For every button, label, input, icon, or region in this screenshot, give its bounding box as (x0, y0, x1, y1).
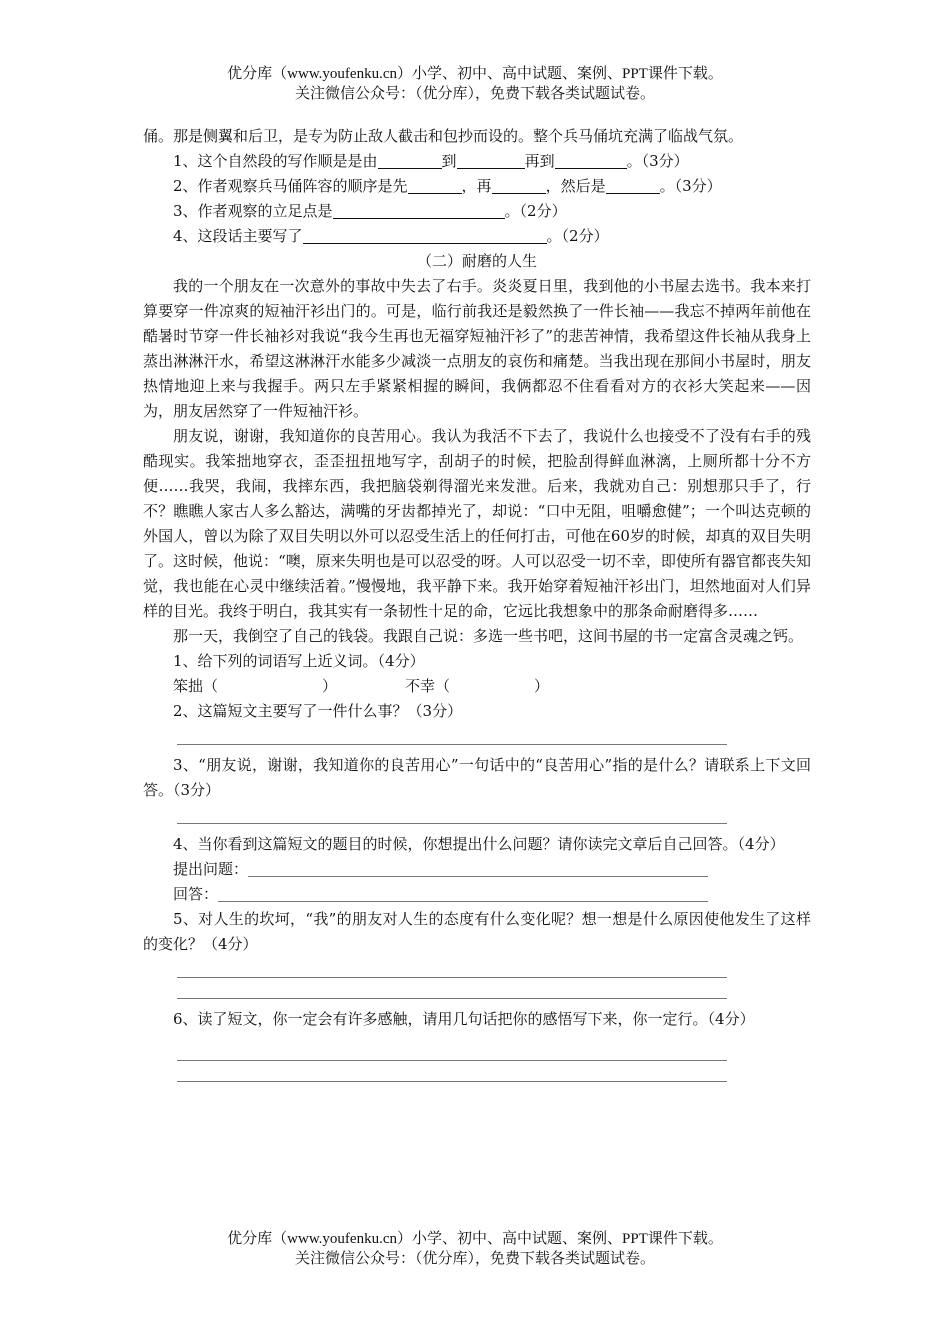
answer-line[interactable] (177, 803, 727, 824)
q1-text-d: 。（3分） (626, 152, 689, 170)
header-line-2: 关注微信公众号：（优分库），免费下载各类试题试卷。 (294, 86, 655, 102)
part1-question-2 (143, 174, 811, 199)
q3-text-a: 3、作者观察的立足点是 (173, 202, 333, 220)
synonym-close-2: ） (534, 677, 550, 695)
part1-question-3 (143, 199, 811, 224)
q4-text-a: 4、这段话主要写了 (173, 227, 303, 245)
part2-question-3: 3、“朋友说，谢谢，我知道你的良苦用心”一句话中的“良苦用心”指的是什么？请联系上下文回答。（3分） (143, 756, 811, 799)
synonym-word-1: 笨拙（ (173, 677, 219, 695)
answer-line[interactable] (177, 978, 727, 999)
passage-paragraph-2: 朋友说，谢谢，我知道你的良苦用心。我认为我活不下去了，我说什么也接受不了没有右手的残酷现实。我笨拙地穿衣，歪歪扭扭地写字，刮胡子的时候，把脸刮得鲜血淋漓，上厕所都十分不方便……我哭，我闹，我摔东西，我把脑袋剃得溜光来发泄。后来，我就劝自己：别想那只手了，行不？瞧瞧人家古人多么豁达，满嘴的牙齿都掉光了，却说：“口中无阻，咀嚼愈健”；一个叫达克顿的外国人，曾以为除了双目失明以外可以忍受生活上的任何打击，可他在60岁的时候，却真的双目失明了。这时候，他说：“噢，原来失明也是可以忍受的呀。人可以忍受一切不幸，即使所有器官都丧失知觉，我也能在心灵中继续活着。”慢慢地，我平静下来。我开始穿着短袖汗衫出门，坦然地面对人们异样的目光。我终于明白，我其实有一条韧性十足的命，它远比我想象中的那条命耐磨得多…… (143, 427, 811, 620)
q1-blank-3[interactable] (555, 151, 627, 169)
page-header (0, 64, 950, 104)
answer-line[interactable] (177, 724, 727, 745)
q4-ask-label: 提出问题： (173, 860, 249, 878)
q4-ask-row (143, 857, 811, 882)
q1-blank-2[interactable] (457, 151, 525, 169)
part1-question-1 (143, 149, 811, 174)
q2-text-a: 2、作者观察兵马俑阵容的顺序是先 (173, 177, 408, 195)
exam-content (143, 124, 811, 1082)
q2-blank-2[interactable] (492, 176, 546, 194)
part2-question-1: 1、给下列的词语写上近义词。（4分） (173, 652, 425, 670)
q3-text-b: 。（2分） (504, 202, 567, 220)
passage-paragraph-1: 我的一个朋友在一次意外的事故中失去了右手。炎炎夏日里，我到他的小书屋去选书。我本来打算要穿一件凉爽的短袖汗衫出门的。可是，临行前我还是毅然换了一件长袖——我忘不掉两年前他在酷暑时节穿一件长袖衫对我说“我今生再也无福穿短袖汗衫了”的悲苦神情，我希望这件长袖从我身上蒸出淋淋汗水，希望这淋淋汗水能多少减淡一点朋友的哀伤和痛楚。当我出现在那间小书屋时，朋友热情地迎上来与我握手。两只左手紧紧相握的瞬间，我俩都忍不住看看对方的衣衫大笑起来——因为，朋友居然穿了一件短袖汗衫。 (143, 277, 811, 420)
q4-ask-line[interactable] (248, 860, 708, 877)
answer-line[interactable] (177, 1061, 727, 1082)
q2-text-b: ，再 (461, 177, 492, 195)
q2-blank-3[interactable] (606, 176, 660, 194)
q4-answer-row (143, 882, 811, 907)
q3-blank[interactable] (333, 201, 505, 219)
q1-text-c: 再到 (524, 152, 555, 170)
passage-paragraph-3: 那一天，我倒空了自己的钱袋。我跟自己说：多选一些书吧，这间书屋的书一定富含灵魂之钙。 (173, 627, 804, 645)
answer-line[interactable] (177, 957, 727, 978)
part2-question-2: 2、这篇短文主要写了一件什么事？（3分） (173, 702, 463, 720)
q2-text-d: 。（3分） (659, 177, 722, 195)
footer-line-2: 关注微信公众号：（优分库），免费下载各类试题试卷。 (294, 1251, 655, 1267)
q4-answer-label: 回答： (173, 885, 219, 903)
q4-blank[interactable] (303, 226, 547, 244)
synonym-close-1: ） (322, 677, 338, 695)
passage-continuation: 俑。那是侧翼和后卫，是专为防止敌人截击和包抄而设的。整个兵马俑坑充满了临战气氛。 (143, 127, 744, 145)
part2-question-4: 4、当你看到这篇短文的题目的时候，你想提出什么问题？请你读完文章后自己回答。（4分） (173, 835, 785, 853)
q2-blank-1[interactable] (408, 176, 462, 194)
q1-text-b: 到 (441, 152, 457, 170)
header-line-1: 优分库（www.youfenku.cn）小学、初中、高中试题、案例、PPT课件下载。 (227, 66, 723, 82)
part2-question-6: 6、读了短文，你一定会有许多感触，请用几句话把你的感悟写下来，你一定行。（4分） (173, 1010, 755, 1028)
q4-answer-line[interactable] (218, 885, 708, 902)
q2-text-c: ，然后是 (545, 177, 606, 195)
section-title: （二）耐磨的人生 (416, 252, 537, 270)
q4-text-b: 。（2分） (546, 227, 609, 245)
answer-line[interactable] (177, 1040, 727, 1061)
page-footer (0, 1229, 950, 1269)
synonym-word-2: 不幸（ (405, 677, 451, 695)
footer-line-1: 优分库（www.youfenku.cn）小学、初中、高中试题、案例、PPT课件下载。 (227, 1231, 723, 1247)
q1-blank-1[interactable] (378, 151, 442, 169)
part2-question-5: 5、对人生的坎坷，“我”的朋友对人生的态度有什么变化呢？想一想是什么原因使他发生了这样的变化？（4分） (143, 910, 811, 953)
q1-text-a: 1、这个自然段的写作顺是是由 (173, 152, 378, 170)
part1-question-4 (143, 224, 811, 249)
synonym-row (143, 674, 811, 699)
